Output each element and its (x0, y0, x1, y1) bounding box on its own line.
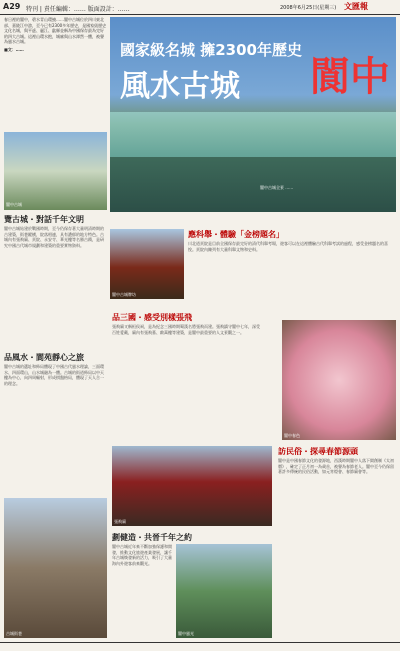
heading-fengshui: 品風水・閬苑靜心之旅 (4, 353, 84, 362)
left-photo-caption: 閬中古城 (6, 202, 22, 207)
body-folk-customs: 閬中是中國春節文化的發源地，西漢時期閬中人落下閎創制《太初曆》，確定了正月初一為歲首，被譽為春節老人。閬中至今仍保留著許多傳統的民俗活動，如元宵燈會、春節廟會等。 (278, 458, 394, 474)
heading-heritage: 劃健造・共晉千年之約 (112, 533, 192, 542)
photo-flower (282, 320, 396, 440)
body-three-kingdoms: 張飛廟又稱桓侯祠，是為紀念三國時期蜀漢名將張飛而建。張飛鎮守閬中七年，深受百姓愛戴，廟內有張飛墓、敵萬樓等建築，是閬中最重要的人文景觀之一。 (112, 324, 260, 335)
river-shape (110, 112, 396, 157)
photo-temple-caption: 張飛廟 (114, 519, 126, 524)
photo-gate (110, 229, 184, 299)
banner-subtitle: 國家級名城 擁2300年歷史 (120, 41, 302, 59)
section-label: 特刊 | 責任編輯：…… 版面設計：…… (26, 6, 130, 13)
left-photo (4, 132, 107, 210)
photo-lake-caption: 閬中風光 (178, 631, 194, 636)
photo-gate-caption: 閬中古城牌坊 (112, 292, 136, 297)
photo-street (4, 498, 107, 638)
heading-imperial-exam: 應科舉・體驗「金榜題名」 (188, 230, 284, 239)
photo-flower-caption: 閬中春色 (284, 433, 300, 438)
heading-folk-customs: 訪民俗・探尋春節源頭 (278, 447, 358, 456)
body-ancient-city: 閬中古城始建於戰國時期，至今仍保存著大量明清時期的古建築，街巷縱橫，院落相連，具有濃郁的地方特色。古城內有張飛廟、貢院、永安寺、華光樓等名勝古蹟，是研究中國古代城市規劃和建築的重要實物資料。 (4, 226, 104, 248)
body-heritage: 閬中古城近年來不斷加強保護和開發，推動文化旅遊產業發展，讓千年古城煥發新的活力，吸引了大量海內外遊客前來觀光。 (112, 544, 172, 566)
issue-date: 2008年6月25日(星期三) (280, 5, 337, 11)
photo-street-caption: 古城街巷 (6, 631, 22, 636)
body-fengshui: 閬中古城的選址和佈局體現了中國古代風水理論，三面環水、四面環山，山水城融為一體。古城的街道佈局以中天樓為中心，向四周輻射，形成棋盤格局，體現了天人合一的理念。 (4, 364, 104, 386)
banner-city-name: 閬中 (310, 53, 390, 100)
body-imperial-exam: 川北道貢院是目前全國保存最完好的清代科舉考場，遊客可以在這裡體驗古代科舉考試的過程，感受金榜題名的喜悅。貢院內陳列有大量科舉文物和史料。 (188, 241, 388, 252)
lead-byline: ■文：…… (4, 46, 24, 52)
photo-temple (112, 446, 272, 526)
lead-paragraph (4, 17, 107, 129)
banner-photo (110, 17, 396, 212)
photo-lake (176, 544, 272, 638)
lead-text: 春日裡的閬中，碧水青山環繞……閬中古城位於四川東北部、嘉陵江中游，至今已有2300多年歷史，是國家級歷史文化名城，與平遙、麗江、歙縣並稱為中國保存最為完好的四大古城。這裡山環水抱，城廓與山水渾然一體，被譽為風水古城。 (4, 17, 107, 44)
heading-three-kingdoms: 品三國・感受別樣張飛 (112, 313, 192, 322)
page-number: A29 (3, 2, 21, 11)
banner-title: 風水古城 (120, 69, 240, 104)
page-header (0, 0, 400, 15)
heading-ancient-city: 覽古城・對話千年文明 (4, 215, 84, 224)
newspaper-logo: 文匯報 (344, 2, 368, 11)
banner-caption: 閬中古城全景 …… (260, 185, 294, 190)
